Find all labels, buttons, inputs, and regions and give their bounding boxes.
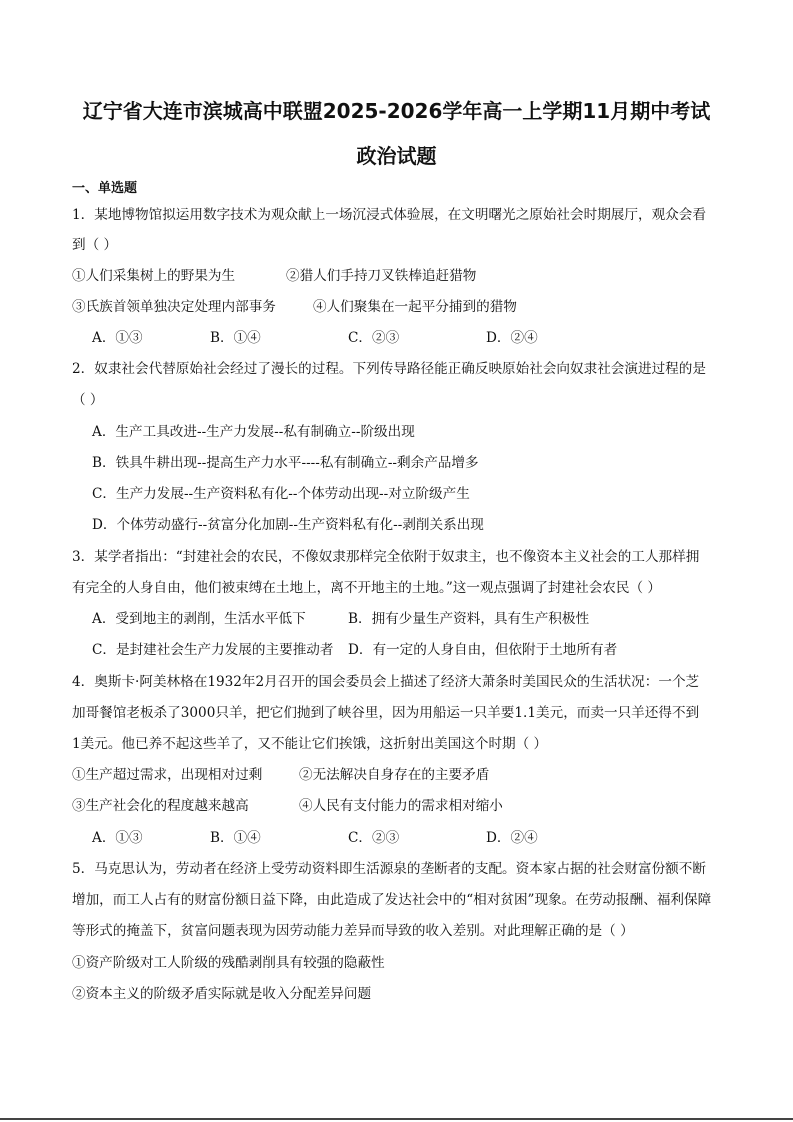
page-subtitle: 政治试题 bbox=[356, 144, 437, 168]
q3-option-d[interactable]: D．有一定的人身自由，但依附于土地所有者 bbox=[348, 642, 618, 658]
q5-stem-line1: 5．马克思认为，劳动者在经济上受劳动资料即生活源泉的垄断者的支配。资本家占据的社会财富份额不断 bbox=[72, 861, 706, 877]
q2-option-a[interactable]: A．生产工具改进--生产力发展--私有制确立--阶级出现 bbox=[92, 424, 415, 440]
section-heading: 一、单选题 bbox=[72, 181, 138, 196]
q5-statement-2: ②资本主义的阶级矛盾实际就是收入分配差异问题 bbox=[72, 986, 372, 1002]
q5-statement-1: ①资产阶级对工人阶级的残酷剥削具有较强的隐蔽性 bbox=[72, 955, 385, 971]
q1-statement-4: ④人们聚集在一起平分捕到的猎物 bbox=[313, 299, 517, 315]
q1-option-c[interactable]: C．②③ bbox=[348, 330, 400, 346]
q4-option-b[interactable]: B．①④ bbox=[210, 830, 261, 846]
q1-stem-line1: 1．某地博物馆拟运用数字技术为观众献上一场沉浸式体验展，在文明曙光之原始社会时期展厅，观众会看 bbox=[72, 207, 706, 223]
q1-stem-line2: 到（ ） bbox=[72, 237, 118, 253]
q4-stem-line3: 1美元。他已养不起这些羊了，又不能让它们挨饿，这折射出美国这个时期（ ） bbox=[72, 736, 548, 752]
q2-stem-line1: 2．奴隶社会代替原始社会经过了漫长的过程。下列传导路径能正确反映原始社会向奴隶社会演进过程的是 bbox=[72, 361, 706, 377]
q1-option-a[interactable]: A．①③ bbox=[92, 330, 143, 346]
q3-stem-line1: 3．某学者指出：“封建社会的农民，不像奴隶那样完全依附于奴隶主，也不像资本主义社会的工人那样拥 bbox=[72, 549, 700, 565]
q3-option-c[interactable]: C．是封建社会生产力发展的主要推动者 bbox=[92, 642, 334, 658]
q4-statement-1: ①生产超过需求，出现相对过剩 bbox=[72, 767, 263, 783]
q4-statement-2: ②无法解决自身存在的主要矛盾 bbox=[299, 767, 490, 783]
q5-stem-line3: 等形式的掩盖下，贫富问题表现为因劳动能力差异而导致的收入差别。对此理解正确的是（ ） bbox=[72, 923, 634, 939]
q2-stem-line2: （ ） bbox=[72, 392, 104, 408]
q4-option-d[interactable]: D．②④ bbox=[486, 830, 538, 846]
q1-statement-2: ②猎人们手持刀叉铁棒追赶猎物 bbox=[286, 268, 477, 284]
q4-stem-line1: 4．奥斯卡·阿美林格在1932年2月召开的国会委员会上描述了经济大萧条时美国民众的生活状况：一个芝 bbox=[72, 674, 700, 690]
page-title: 辽宁省大连市滨城高中联盟2025-2026学年高一上学期11月期中考试 bbox=[82, 99, 711, 123]
q1-option-d[interactable]: D．②④ bbox=[486, 330, 538, 346]
q1-option-b[interactable]: B．①④ bbox=[210, 330, 261, 346]
q3-option-a[interactable]: A．受到地主的剥削，生活水平低下 bbox=[92, 611, 306, 627]
q2-option-c[interactable]: C．生产力发展--生产资料私有化--个体劳动出现--对立阶级产生 bbox=[92, 486, 470, 502]
q1-statement-1: ①人们采集树上的野果为生 bbox=[72, 268, 236, 284]
q4-statement-3: ③生产社会化的程度越来越高 bbox=[72, 798, 249, 814]
q3-stem-line2: 有完全的人身自由，他们被束缚在土地上，离不开地主的土地。”这一观点强调了封建社会农民（ ） bbox=[72, 580, 661, 596]
q4-statement-4: ④人民有支付能力的需求相对缩小 bbox=[299, 798, 503, 814]
q4-option-a[interactable]: A．①③ bbox=[92, 830, 143, 846]
q4-stem-line2: 加哥餐馆老板杀了3000只羊，把它们抛到了峡谷里，因为用船运一只羊要1.1美元，而卖一只羊还得不到 bbox=[72, 705, 700, 721]
q2-option-b[interactable]: B．铁具牛耕出现--提高生产力水平----私有制确立--剩余产品增多 bbox=[92, 455, 479, 471]
page-bottom-divider bbox=[0, 1118, 793, 1120]
q2-option-d[interactable]: D．个体劳动盛行--贫富分化加剧--生产资料私有化--剥削关系出现 bbox=[92, 517, 484, 533]
q3-option-b[interactable]: B．拥有少量生产资料，具有生产积极性 bbox=[348, 611, 590, 627]
q4-option-c[interactable]: C．②③ bbox=[348, 830, 400, 846]
q5-stem-line2: 增加，而工人占有的财富份额日益下降，由此造成了发达社会中的“相对贫困”现象。在劳动报酬、福利保障 bbox=[72, 892, 712, 908]
q1-statement-3: ③氏族首领单独决定处理内部事务 bbox=[72, 299, 276, 315]
